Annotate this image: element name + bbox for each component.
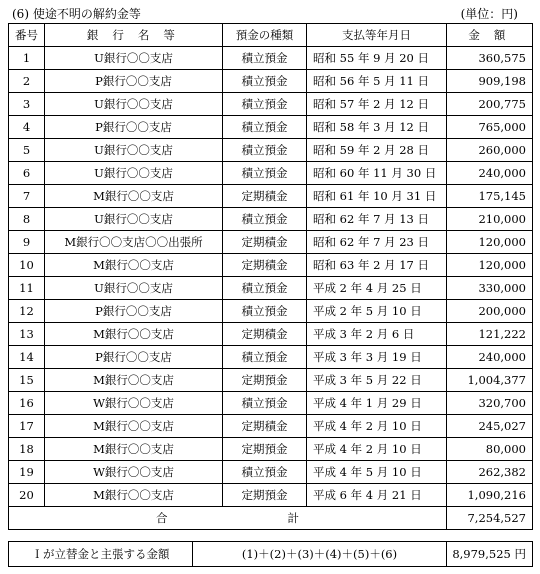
deposit-type: 定期預金 bbox=[223, 438, 307, 461]
row-number: 15 bbox=[9, 369, 45, 392]
col-header-bank: 銀 行 名 等 bbox=[45, 24, 223, 47]
amount: 120,000 bbox=[447, 254, 533, 277]
amount: 765,000 bbox=[447, 116, 533, 139]
amount: 245,027 bbox=[447, 415, 533, 438]
row-number: 10 bbox=[9, 254, 45, 277]
claim-row bbox=[9, 542, 533, 567]
deposit-type: 積立預金 bbox=[223, 300, 307, 323]
section-heading: (6) 使途不明の解約金等 bbox=[12, 7, 141, 21]
amount: 121,222 bbox=[447, 323, 533, 346]
bank-name: M銀行〇〇支店 bbox=[45, 323, 223, 346]
deposit-type: 定期積金 bbox=[223, 415, 307, 438]
deposit-type: 積立預金 bbox=[223, 392, 307, 415]
bank-name: P銀行〇〇支店 bbox=[45, 300, 223, 323]
bank-name: M銀行〇〇支店 bbox=[45, 185, 223, 208]
bank-name: U銀行〇〇支店 bbox=[45, 47, 223, 70]
deposit-type: 積立預金 bbox=[223, 346, 307, 369]
table-row bbox=[9, 369, 533, 392]
table-row bbox=[9, 231, 533, 254]
row-number: 3 bbox=[9, 93, 45, 116]
row-number: 18 bbox=[9, 438, 45, 461]
payment-date: 平成 6 年 4 月 21 日 bbox=[307, 484, 447, 507]
amount: 200,775 bbox=[447, 93, 533, 116]
table-row bbox=[9, 208, 533, 231]
row-number: 19 bbox=[9, 461, 45, 484]
row-number: 16 bbox=[9, 392, 45, 415]
amount: 320,700 bbox=[447, 392, 533, 415]
table-row bbox=[9, 461, 533, 484]
bank-name: W銀行〇〇支店 bbox=[45, 392, 223, 415]
deposit-type: 積立預金 bbox=[223, 277, 307, 300]
deposit-type: 定期預金 bbox=[223, 484, 307, 507]
bank-name: M銀行〇〇支店 bbox=[45, 369, 223, 392]
total-row bbox=[9, 507, 533, 530]
total-label-left: 合 bbox=[156, 511, 168, 525]
deposit-type: 積立預金 bbox=[223, 47, 307, 70]
table-row bbox=[9, 277, 533, 300]
amount: 262,382 bbox=[447, 461, 533, 484]
deposit-type: 積立預金 bbox=[223, 139, 307, 162]
amount: 80,000 bbox=[447, 438, 533, 461]
bank-name: M銀行〇〇支店 bbox=[45, 415, 223, 438]
amount: 1,004,377 bbox=[447, 369, 533, 392]
row-number: 12 bbox=[9, 300, 45, 323]
deposit-type: 積立預金 bbox=[223, 70, 307, 93]
row-number: 5 bbox=[9, 139, 45, 162]
bank-name: P銀行〇〇支店 bbox=[45, 346, 223, 369]
deposit-type: 定期積金 bbox=[223, 231, 307, 254]
deposit-type: 積立預金 bbox=[223, 116, 307, 139]
bank-name: M銀行〇〇支店〇〇出張所 bbox=[45, 231, 223, 254]
bank-name: M銀行〇〇支店 bbox=[45, 254, 223, 277]
table-row bbox=[9, 323, 533, 346]
col-header-deposit-type: 預金の種類 bbox=[223, 24, 307, 47]
row-number: 13 bbox=[9, 323, 45, 346]
payment-date: 昭和 56 年 5 月 11 日 bbox=[307, 70, 447, 93]
table-row bbox=[9, 162, 533, 185]
row-number: 17 bbox=[9, 415, 45, 438]
payment-date: 昭和 57 年 2 月 12 日 bbox=[307, 93, 447, 116]
table-row bbox=[9, 438, 533, 461]
payment-date: 昭和 61 年 10 月 31 日 bbox=[307, 185, 447, 208]
amount: 360,575 bbox=[447, 47, 533, 70]
table-row bbox=[9, 93, 533, 116]
payment-date: 平成 4 年 2 月 10 日 bbox=[307, 415, 447, 438]
row-number: 8 bbox=[9, 208, 45, 231]
row-number: 4 bbox=[9, 116, 45, 139]
row-number: 2 bbox=[9, 70, 45, 93]
payment-date: 平成 2 年 5 月 10 日 bbox=[307, 300, 447, 323]
table-row bbox=[9, 70, 533, 93]
payment-date: 昭和 59 年 2 月 28 日 bbox=[307, 139, 447, 162]
bank-name: U銀行〇〇支店 bbox=[45, 162, 223, 185]
bank-name: U銀行〇〇支店 bbox=[45, 277, 223, 300]
bank-name: U銀行〇〇支店 bbox=[45, 139, 223, 162]
payment-date: 平成 3 年 3 月 19 日 bbox=[307, 346, 447, 369]
row-number: 11 bbox=[9, 277, 45, 300]
deposit-type: 定期積金 bbox=[223, 185, 307, 208]
amount: 175,145 bbox=[447, 185, 533, 208]
row-number: 9 bbox=[9, 231, 45, 254]
amount: 330,000 bbox=[447, 277, 533, 300]
payment-date: 平成 4 年 1 月 29 日 bbox=[307, 392, 447, 415]
payment-date: 昭和 63 年 2 月 17 日 bbox=[307, 254, 447, 277]
table-row bbox=[9, 484, 533, 507]
amount: 260,000 bbox=[447, 139, 533, 162]
deposit-type: 定期積金 bbox=[223, 254, 307, 277]
header-row bbox=[9, 24, 533, 47]
withdrawal-table bbox=[8, 23, 533, 530]
deposit-type: 積立預金 bbox=[223, 461, 307, 484]
table-row bbox=[9, 139, 533, 162]
deposit-type: 定期積金 bbox=[223, 323, 307, 346]
bank-name: W銀行〇〇支店 bbox=[45, 461, 223, 484]
unit-label: (単位：円) bbox=[460, 7, 518, 21]
payment-date: 昭和 58 年 3 月 12 日 bbox=[307, 116, 447, 139]
payment-date: 平成 4 年 2 月 10 日 bbox=[307, 438, 447, 461]
claim-amount: 8,979,525 円 bbox=[447, 542, 533, 567]
amount: 909,198 bbox=[447, 70, 533, 93]
row-number: 6 bbox=[9, 162, 45, 185]
bank-name: P銀行〇〇支店 bbox=[45, 116, 223, 139]
payment-date: 平成 4 年 5 月 10 日 bbox=[307, 461, 447, 484]
table-row bbox=[9, 47, 533, 70]
payment-date: 昭和 62 年 7 月 13 日 bbox=[307, 208, 447, 231]
total-amount: 7,254,527 bbox=[447, 507, 533, 530]
payment-date: 平成 3 年 5 月 22 日 bbox=[307, 369, 447, 392]
total-label bbox=[9, 507, 447, 530]
bank-name: U銀行〇〇支店 bbox=[45, 93, 223, 116]
payment-date: 平成 2 年 4 月 25 日 bbox=[307, 277, 447, 300]
table-row bbox=[9, 415, 533, 438]
row-number: 20 bbox=[9, 484, 45, 507]
deposit-type: 積立預金 bbox=[223, 208, 307, 231]
table-row bbox=[9, 254, 533, 277]
col-header-amount: 金 額 bbox=[447, 24, 533, 47]
claim-label: Ｉが立替金と主張する金額 bbox=[9, 542, 193, 567]
payment-date: 昭和 60 年 11 月 30 日 bbox=[307, 162, 447, 185]
bank-name: U銀行〇〇支店 bbox=[45, 208, 223, 231]
payment-date: 平成 3 年 2 月 6 日 bbox=[307, 323, 447, 346]
table-row bbox=[9, 300, 533, 323]
amount: 1,090,216 bbox=[447, 484, 533, 507]
col-header-number: 番号 bbox=[9, 24, 45, 47]
amount: 240,000 bbox=[447, 162, 533, 185]
amount: 240,000 bbox=[447, 346, 533, 369]
amount: 210,000 bbox=[447, 208, 533, 231]
table-row bbox=[9, 185, 533, 208]
amount: 120,000 bbox=[447, 231, 533, 254]
row-number: 14 bbox=[9, 346, 45, 369]
col-header-date: 支払等年月日 bbox=[307, 24, 447, 47]
bank-name: M銀行〇〇支店 bbox=[45, 484, 223, 507]
table-row bbox=[9, 116, 533, 139]
claimed-amount-table bbox=[8, 541, 533, 567]
deposit-type: 積立預金 bbox=[223, 93, 307, 116]
table-row bbox=[9, 392, 533, 415]
bank-name: P銀行〇〇支店 bbox=[45, 70, 223, 93]
row-number: 7 bbox=[9, 185, 45, 208]
total-label-right: 計 bbox=[287, 511, 299, 525]
deposit-type: 定期預金 bbox=[223, 369, 307, 392]
amount: 200,000 bbox=[447, 300, 533, 323]
row-number: 1 bbox=[9, 47, 45, 70]
claim-formula: (1)＋(2)＋(3)＋(4)＋(5)＋(6) bbox=[193, 542, 447, 567]
deposit-type: 積立預金 bbox=[223, 162, 307, 185]
table-row bbox=[9, 346, 533, 369]
bank-name: M銀行〇〇支店 bbox=[45, 438, 223, 461]
payment-date: 昭和 62 年 7 月 23 日 bbox=[307, 231, 447, 254]
payment-date: 昭和 55 年 9 月 20 日 bbox=[307, 47, 447, 70]
